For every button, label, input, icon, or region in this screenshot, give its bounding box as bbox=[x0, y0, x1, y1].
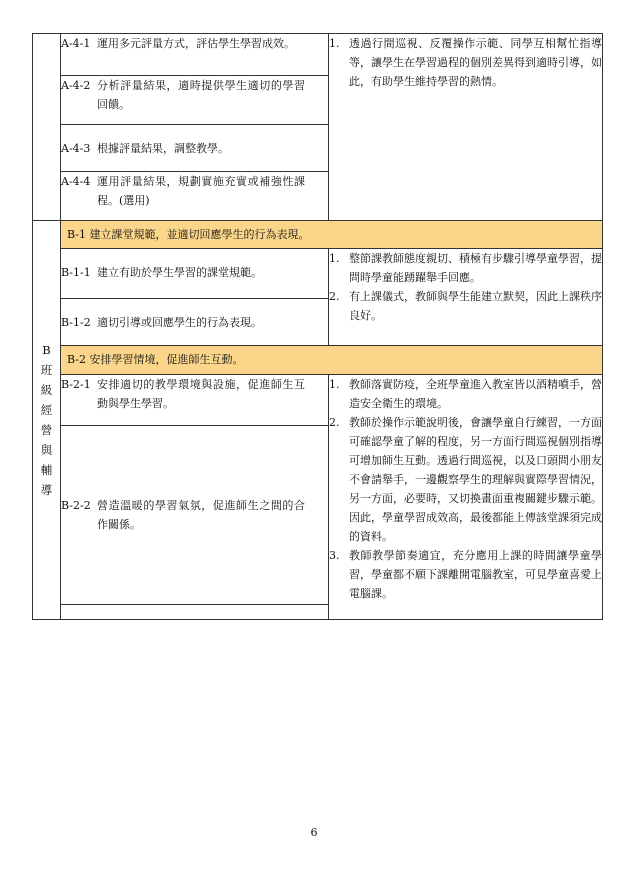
evidence-item bbox=[329, 287, 602, 325]
indicator-text: 分析評量結果，適時提供學生適切的學習回饋。 bbox=[97, 79, 305, 112]
indicator-code: B-1-1 bbox=[61, 266, 91, 280]
subdimension-b-1-title: B-1 建立課堂規範，並適切回應學生的行為表現。 bbox=[61, 220, 603, 249]
subdimension-b-2-title: B-2 安排學習情境，促進師生互動。 bbox=[61, 346, 603, 375]
evidence-b-1-cell bbox=[329, 249, 603, 346]
indicator-text: 運用評量結果，規劃實施充實或補強性課程。(選用) bbox=[97, 175, 305, 208]
indicator-a-4-4 bbox=[61, 172, 329, 221]
indicator-code: B-2-1 bbox=[61, 377, 91, 391]
dimension-a-cell bbox=[33, 34, 61, 221]
indicator-b-2-2 bbox=[61, 425, 329, 604]
indicator-empty-cell bbox=[61, 605, 329, 620]
evaluation-table bbox=[32, 33, 603, 620]
evidence-number: 1. bbox=[329, 37, 340, 50]
evidence-text: 透過行間巡視、反覆操作示範、同學互相幫忙指導等，讓學生在學習過程的個別差異得到適時引導，如此，有助學生維持學習的熱情。 bbox=[349, 37, 602, 88]
indicator-b-1-2 bbox=[61, 298, 329, 346]
evidence-text: 教師於操作示範說明後，會讓學童自行練習，一方面可確認學童了解的程度，另一方面行間巡視個別指導可增加師生互動。透過行間巡視，以及口頭問小朋友不會請舉手，一邊觀察學生的理解與實際學習情況，另一方面，必要時，又切換畫面重複關鍵步驟示範。因此，學童學習成效高，最後都能上傳該堂課須完成的資料。 bbox=[349, 415, 602, 543]
evidence-text: 整節課教師態度親切、積極有步驟引導學童學習，提問時學童能踴躍舉手回應。 bbox=[349, 252, 602, 285]
evidence-item bbox=[329, 413, 602, 546]
indicator-text: 根據評量結果，調整教學。 bbox=[97, 141, 229, 155]
evidence-text: 教師落實防疫，全班學童進入教室皆以酒精噴手，營造安全衛生的環境。 bbox=[349, 377, 602, 410]
indicator-a-4-1 bbox=[61, 34, 329, 76]
indicator-a-4-2 bbox=[61, 76, 329, 125]
indicator-code: A-4-4 bbox=[61, 175, 91, 189]
evidence-item bbox=[329, 249, 602, 287]
indicator-code: A-4-2 bbox=[61, 79, 91, 93]
evidence-number: 2. bbox=[329, 415, 340, 429]
indicator-text: 運用多元評量方式，評估學生學習成效。 bbox=[97, 37, 295, 50]
indicator-code: A-4-3 bbox=[61, 141, 91, 155]
evidence-item bbox=[329, 34, 602, 91]
evidence-number: 1. bbox=[329, 377, 340, 391]
indicator-code: A-4-1 bbox=[61, 37, 91, 50]
indicator-a-4-3 bbox=[61, 124, 329, 172]
evidence-b-2-cell bbox=[329, 374, 603, 619]
evidence-a-cell bbox=[329, 34, 603, 221]
evidence-number: 2. bbox=[329, 290, 340, 304]
evidence-number: 3. bbox=[329, 548, 340, 562]
indicator-b-2-1 bbox=[61, 374, 329, 425]
evidence-item bbox=[329, 546, 602, 603]
indicator-text: 營造溫暖的學習氣氛，促進師生之間的合作關係。 bbox=[97, 498, 305, 531]
indicator-text: 安排適切的教學環境與設施，促進師生互動與學生學習。 bbox=[97, 377, 305, 410]
evidence-text: 教師教學節奏適宜，充分應用上課的時間讓學童學習，學童都不願下課離開電腦教室，可見學童喜愛上電腦課。 bbox=[349, 548, 602, 600]
dimension-name: 班級經營與輔導 bbox=[40, 362, 53, 497]
indicator-text: 建立有助於學生學習的課堂規範。 bbox=[97, 266, 262, 280]
indicator-code: B-1-2 bbox=[61, 315, 91, 329]
indicator-text: 適切引導或回應學生的行為表現。 bbox=[97, 315, 262, 329]
page-number: 6 bbox=[310, 826, 318, 839]
evidence-number: 1. bbox=[329, 252, 340, 266]
evidence-text: 有上課儀式，教師與學生能建立默契，因此上課秩序良好。 bbox=[349, 290, 602, 323]
dimension-letter: B bbox=[42, 342, 51, 357]
indicator-code: B-2-2 bbox=[61, 498, 91, 512]
indicator-b-1-1 bbox=[61, 249, 329, 299]
evidence-item bbox=[329, 375, 602, 413]
dimension-b-cell bbox=[33, 220, 61, 619]
